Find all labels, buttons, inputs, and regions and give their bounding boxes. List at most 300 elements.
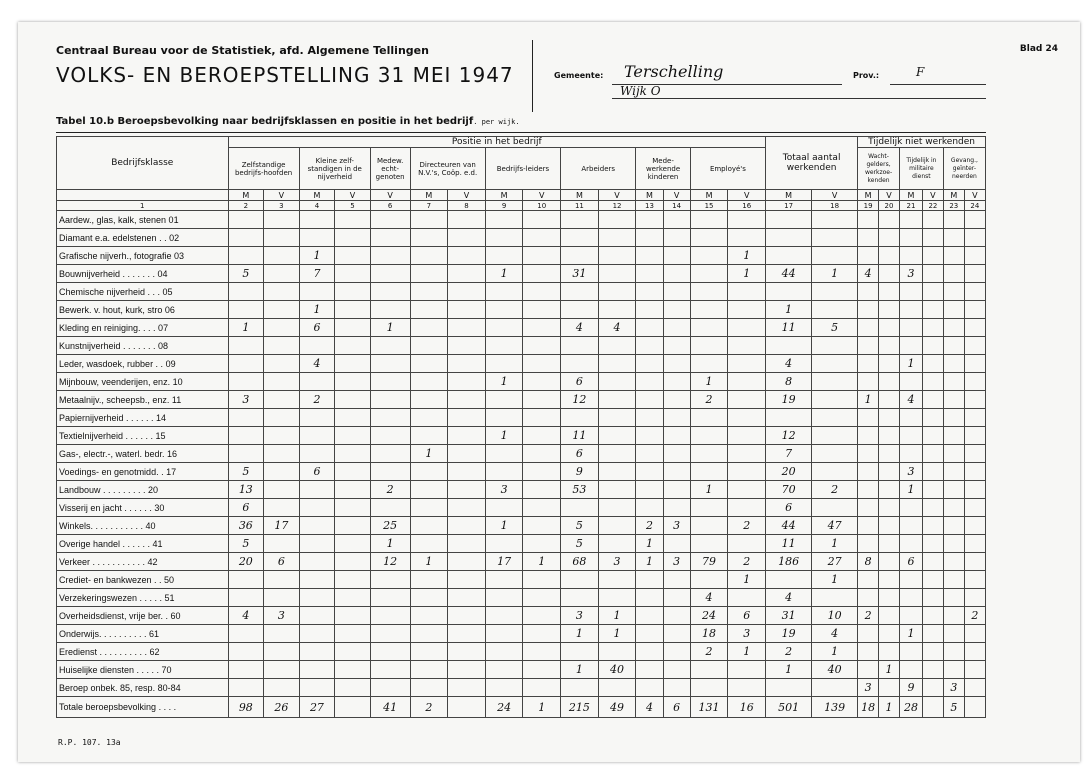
table-cell bbox=[964, 373, 985, 391]
table-cell: 1 bbox=[228, 319, 264, 337]
table-cell: 1 bbox=[899, 355, 922, 373]
table-cell bbox=[922, 571, 943, 589]
table-cell bbox=[299, 679, 335, 697]
table-cell bbox=[264, 499, 300, 517]
table-cell bbox=[943, 553, 964, 571]
table-cell bbox=[899, 589, 922, 607]
table-cell: 1 bbox=[812, 571, 858, 589]
table-cell bbox=[943, 589, 964, 607]
wijk-line bbox=[612, 98, 986, 99]
table-cell: 3 bbox=[485, 481, 523, 499]
table-cell bbox=[663, 463, 690, 481]
row-label: Voedings- en genotmidd. . 17 bbox=[57, 463, 229, 481]
table-cell bbox=[728, 679, 766, 697]
table-cell bbox=[264, 661, 300, 679]
table-cell: 7 bbox=[766, 445, 812, 463]
table-cell: 1 bbox=[561, 625, 599, 643]
table-cell bbox=[922, 643, 943, 661]
table-cell bbox=[728, 301, 766, 319]
table-cell bbox=[858, 589, 879, 607]
table-cell bbox=[636, 409, 663, 427]
table-cell bbox=[228, 679, 264, 697]
table-cell: 19 bbox=[766, 625, 812, 643]
table-cell: 3 bbox=[663, 553, 690, 571]
table-cell bbox=[663, 571, 690, 589]
table-cell bbox=[299, 481, 335, 499]
table-cell bbox=[964, 589, 985, 607]
table-cell bbox=[663, 661, 690, 679]
table-cell bbox=[728, 391, 766, 409]
table-cell: 11 bbox=[766, 535, 812, 553]
table-cell bbox=[598, 535, 636, 553]
table-cell bbox=[561, 355, 599, 373]
table-cell bbox=[858, 643, 879, 661]
table-cell bbox=[728, 409, 766, 427]
table-cell: 4 bbox=[690, 589, 728, 607]
column-number: 24 bbox=[964, 201, 985, 211]
table-cell bbox=[410, 409, 448, 427]
table-cell bbox=[922, 409, 943, 427]
table-cell bbox=[858, 373, 879, 391]
prov-value: F bbox=[916, 65, 925, 79]
table-cell bbox=[448, 211, 486, 229]
table-cell bbox=[561, 643, 599, 661]
table-cell bbox=[879, 607, 900, 625]
table-cell bbox=[943, 337, 964, 355]
table-cell bbox=[922, 463, 943, 481]
table-cell bbox=[370, 571, 410, 589]
table-cell bbox=[523, 481, 561, 499]
table-cell bbox=[448, 247, 486, 265]
row-label: Overige handel . . . . . . 41 bbox=[57, 535, 229, 553]
table-cell bbox=[663, 247, 690, 265]
table-cell: 3 bbox=[264, 607, 300, 625]
table-cell bbox=[964, 679, 985, 697]
table-cell bbox=[448, 553, 486, 571]
table-cell bbox=[448, 427, 486, 445]
table-cell: 8 bbox=[858, 553, 879, 571]
table-cell bbox=[299, 499, 335, 517]
table-cell bbox=[899, 211, 922, 229]
table-cell: 3 bbox=[228, 391, 264, 409]
table-cell bbox=[598, 445, 636, 463]
sex-header: M bbox=[690, 190, 728, 201]
table-cell bbox=[335, 571, 371, 589]
table-cell bbox=[410, 571, 448, 589]
table-cell bbox=[598, 265, 636, 283]
table-cell bbox=[858, 499, 879, 517]
table-cell: 3 bbox=[561, 607, 599, 625]
table-cell: 7 bbox=[299, 265, 335, 283]
table-cell bbox=[370, 607, 410, 625]
table-cell bbox=[964, 337, 985, 355]
mv-blank bbox=[57, 190, 229, 201]
table-cell bbox=[264, 463, 300, 481]
table-cell: 215 bbox=[561, 697, 599, 718]
table-cell: 12 bbox=[561, 391, 599, 409]
table-cell bbox=[370, 679, 410, 697]
table-cell bbox=[812, 247, 858, 265]
table-cell: 1 bbox=[598, 607, 636, 625]
table-cell bbox=[858, 355, 879, 373]
table-cell bbox=[448, 625, 486, 643]
table-cell bbox=[766, 679, 812, 697]
column-number: 21 bbox=[899, 201, 922, 211]
table-cell bbox=[523, 679, 561, 697]
table-cell bbox=[636, 643, 663, 661]
table-cell bbox=[922, 319, 943, 337]
table-cell bbox=[264, 481, 300, 499]
table-cell bbox=[598, 211, 636, 229]
table-cell: 1 bbox=[728, 247, 766, 265]
table-cell bbox=[598, 427, 636, 445]
table-cell bbox=[964, 445, 985, 463]
table-cell: 20 bbox=[766, 463, 812, 481]
table-cell bbox=[858, 247, 879, 265]
table-cell: 3 bbox=[899, 463, 922, 481]
table-cell bbox=[943, 427, 964, 445]
table-cell bbox=[561, 499, 599, 517]
table-cell: 25 bbox=[370, 517, 410, 535]
table-cell bbox=[370, 643, 410, 661]
table-cell bbox=[663, 679, 690, 697]
table-cell bbox=[879, 373, 900, 391]
table-cell bbox=[943, 265, 964, 283]
table-cell bbox=[370, 499, 410, 517]
table-cell bbox=[410, 463, 448, 481]
table-cell: 18 bbox=[690, 625, 728, 643]
table-cell bbox=[410, 607, 448, 625]
col-medewerkende: Mede-werkende kinderen bbox=[636, 148, 690, 190]
table-cell bbox=[598, 679, 636, 697]
table-cell bbox=[943, 247, 964, 265]
col-leiders: Bedrijfs-leiders bbox=[485, 148, 560, 190]
table-cell bbox=[636, 445, 663, 463]
table-cell bbox=[598, 499, 636, 517]
table-cell bbox=[523, 211, 561, 229]
table-cell bbox=[922, 499, 943, 517]
column-number: 3 bbox=[264, 201, 300, 211]
table-cell bbox=[636, 607, 663, 625]
table-cell bbox=[690, 535, 728, 553]
table-cell bbox=[690, 499, 728, 517]
table-cell: 4 bbox=[228, 607, 264, 625]
table-cell bbox=[899, 517, 922, 535]
table-cell bbox=[523, 283, 561, 301]
table-cell bbox=[636, 679, 663, 697]
row-label: Kleding en reiniging. . . . 07 bbox=[57, 319, 229, 337]
sex-header: V bbox=[335, 190, 371, 201]
table-cell: 98 bbox=[228, 697, 264, 718]
table-cell bbox=[335, 625, 371, 643]
table-cell bbox=[858, 625, 879, 643]
table-cell: 1 bbox=[636, 553, 663, 571]
row-label: Onderwijs. . . . . . . . . . 61 bbox=[57, 625, 229, 643]
table-cell: 1 bbox=[879, 661, 900, 679]
table-cell bbox=[728, 283, 766, 301]
table-cell: 24 bbox=[690, 607, 728, 625]
table-cell bbox=[561, 283, 599, 301]
table-cell bbox=[448, 661, 486, 679]
table-cell bbox=[690, 517, 728, 535]
table-cell bbox=[922, 229, 943, 247]
table-cell bbox=[812, 337, 858, 355]
table-cell: 79 bbox=[690, 553, 728, 571]
row-label: Leder, wasdoek, rubber . . 09 bbox=[57, 355, 229, 373]
table-cell bbox=[299, 661, 335, 679]
table-cell: 1 bbox=[370, 319, 410, 337]
table-cell: 1 bbox=[299, 301, 335, 319]
table-cell bbox=[370, 355, 410, 373]
table-cell bbox=[335, 643, 371, 661]
row-label: Diamant e.a. edelstenen . . 02 bbox=[57, 229, 229, 247]
table-cell bbox=[766, 571, 812, 589]
row-label: Crediet- en bankwezen . . 50 bbox=[57, 571, 229, 589]
table-cell bbox=[964, 391, 985, 409]
table-cell: 1 bbox=[728, 643, 766, 661]
table-cell bbox=[335, 229, 371, 247]
table-cell bbox=[598, 373, 636, 391]
table-row bbox=[57, 463, 986, 481]
table-cell bbox=[448, 589, 486, 607]
table-cell bbox=[485, 229, 523, 247]
table-cell bbox=[922, 355, 943, 373]
sex-header: V bbox=[728, 190, 766, 201]
col-gevang: Gevang., geïnter-neerden bbox=[943, 148, 985, 190]
table-cell bbox=[879, 319, 900, 337]
title-rule bbox=[56, 132, 986, 133]
table-cell: 4 bbox=[766, 355, 812, 373]
table-cell bbox=[636, 283, 663, 301]
table-cell bbox=[943, 409, 964, 427]
table-cell bbox=[598, 409, 636, 427]
column-number: 4 bbox=[299, 201, 335, 211]
table-cell bbox=[899, 229, 922, 247]
table-cell bbox=[636, 247, 663, 265]
table-cell bbox=[299, 229, 335, 247]
table-cell bbox=[448, 535, 486, 553]
table-cell: 1 bbox=[728, 265, 766, 283]
table-cell bbox=[964, 535, 985, 553]
table-cell bbox=[636, 481, 663, 499]
table-cell bbox=[523, 409, 561, 427]
census-title: VOLKS- EN BEROEPSTELLING 31 MEI 1947 bbox=[56, 63, 514, 87]
sex-header: V bbox=[448, 190, 486, 201]
table-cell bbox=[690, 229, 728, 247]
table-cell bbox=[335, 247, 371, 265]
table-cell bbox=[858, 481, 879, 499]
table-cell bbox=[335, 679, 371, 697]
table-cell bbox=[335, 283, 371, 301]
table-title-suffix: . per wijk. bbox=[473, 118, 520, 126]
table-cell: 4 bbox=[899, 391, 922, 409]
row-label: Chemische nijverheid . . . 05 bbox=[57, 283, 229, 301]
table-cell bbox=[598, 481, 636, 499]
table-cell bbox=[561, 409, 599, 427]
table-cell bbox=[410, 679, 448, 697]
row-label: Winkels. . . . . . . . . . . 40 bbox=[57, 517, 229, 535]
table-cell bbox=[964, 553, 985, 571]
table-cell: 1 bbox=[485, 265, 523, 283]
table-cell bbox=[728, 589, 766, 607]
table-cell bbox=[636, 337, 663, 355]
table-cell bbox=[598, 247, 636, 265]
table-cell: 6 bbox=[663, 697, 690, 718]
table-cell bbox=[879, 535, 900, 553]
table-cell bbox=[335, 355, 371, 373]
table-cell bbox=[228, 661, 264, 679]
table-cell: 53 bbox=[561, 481, 599, 499]
table-cell bbox=[922, 679, 943, 697]
table-row bbox=[57, 229, 986, 247]
prov-label: Prov.: bbox=[853, 71, 880, 80]
table-cell bbox=[523, 535, 561, 553]
table-cell bbox=[943, 625, 964, 643]
table-cell bbox=[636, 265, 663, 283]
row-label: Landbouw . . . . . . . . . 20 bbox=[57, 481, 229, 499]
table-cell: 1 bbox=[690, 373, 728, 391]
table-cell bbox=[964, 409, 985, 427]
table-cell: 18 bbox=[858, 697, 879, 718]
table-cell bbox=[964, 355, 985, 373]
table-cell bbox=[299, 535, 335, 553]
table-cell: 6 bbox=[561, 445, 599, 463]
table-cell bbox=[523, 661, 561, 679]
table-cell: 10 bbox=[812, 607, 858, 625]
column-number: 15 bbox=[690, 201, 728, 211]
table-cell bbox=[943, 499, 964, 517]
table-cell bbox=[899, 607, 922, 625]
table-cell bbox=[370, 211, 410, 229]
table-cell bbox=[448, 679, 486, 697]
table-cell: 6 bbox=[561, 373, 599, 391]
table-cell bbox=[922, 661, 943, 679]
table-cell bbox=[964, 427, 985, 445]
table-cell bbox=[264, 535, 300, 553]
table-cell bbox=[228, 247, 264, 265]
table-cell: 131 bbox=[690, 697, 728, 718]
table-cell bbox=[299, 517, 335, 535]
table-row bbox=[57, 427, 986, 445]
table-cell bbox=[561, 211, 599, 229]
table-cell bbox=[663, 229, 690, 247]
table-cell bbox=[335, 697, 371, 718]
table-cell: 1 bbox=[523, 697, 561, 718]
table-cell bbox=[264, 679, 300, 697]
sex-header: M bbox=[299, 190, 335, 201]
table-cell: 44 bbox=[766, 517, 812, 535]
table-cell: 26 bbox=[264, 697, 300, 718]
table-cell: 6 bbox=[228, 499, 264, 517]
table-row bbox=[57, 589, 986, 607]
table-row bbox=[57, 319, 986, 337]
table-cell bbox=[485, 355, 523, 373]
table-row bbox=[57, 625, 986, 643]
table-cell bbox=[335, 481, 371, 499]
table-cell bbox=[879, 589, 900, 607]
table-cell bbox=[485, 337, 523, 355]
table-cell: 70 bbox=[766, 481, 812, 499]
prov-line bbox=[890, 84, 986, 85]
table-cell bbox=[943, 517, 964, 535]
table-cell bbox=[964, 643, 985, 661]
table-cell bbox=[335, 301, 371, 319]
column-number: 20 bbox=[879, 201, 900, 211]
table-cell bbox=[922, 427, 943, 445]
table-cell bbox=[943, 661, 964, 679]
table-cell bbox=[523, 499, 561, 517]
table-cell bbox=[663, 589, 690, 607]
table-cell bbox=[858, 301, 879, 319]
sex-header: V bbox=[523, 190, 561, 201]
table-cell: 3 bbox=[663, 517, 690, 535]
table-title-text: Tabel 10.b Beroepsbevolking naar bedrijfsklassen en positie in het bedrijf bbox=[56, 116, 474, 127]
sex-header: V bbox=[879, 190, 900, 201]
table-cell bbox=[485, 211, 523, 229]
table-cell bbox=[728, 337, 766, 355]
row-label: Visserij en jacht . . . . . . 30 bbox=[57, 499, 229, 517]
table-cell: 1 bbox=[485, 427, 523, 445]
gemeente-value: Terschelling bbox=[624, 62, 724, 81]
table-cell: 2 bbox=[728, 553, 766, 571]
table-cell bbox=[943, 391, 964, 409]
column-number: 11 bbox=[561, 201, 599, 211]
table-cell: 1 bbox=[728, 571, 766, 589]
table-cell bbox=[663, 373, 690, 391]
table-cell bbox=[636, 319, 663, 337]
table-cell bbox=[858, 319, 879, 337]
table-cell bbox=[264, 625, 300, 643]
table-cell bbox=[943, 445, 964, 463]
table-cell bbox=[899, 319, 922, 337]
table-cell: 1 bbox=[766, 301, 812, 319]
table-cell bbox=[561, 679, 599, 697]
table-cell bbox=[598, 337, 636, 355]
table-cell bbox=[264, 247, 300, 265]
table-cell bbox=[879, 301, 900, 319]
table-cell bbox=[264, 409, 300, 427]
table-cell bbox=[964, 481, 985, 499]
col-tijdelijk: Tijdelijk niet werkenden bbox=[858, 137, 986, 148]
table-cell bbox=[485, 535, 523, 553]
table-cell: 1 bbox=[370, 535, 410, 553]
table-row bbox=[57, 535, 986, 553]
table-cell bbox=[922, 211, 943, 229]
table-cell: 17 bbox=[485, 553, 523, 571]
table-cell bbox=[663, 499, 690, 517]
col-militaire: Tijdelijk in militaire dienst bbox=[899, 148, 943, 190]
table-cell bbox=[964, 517, 985, 535]
table-cell bbox=[485, 391, 523, 409]
table-cell bbox=[485, 499, 523, 517]
table-cell bbox=[370, 625, 410, 643]
table-cell bbox=[299, 643, 335, 661]
column-number: 10 bbox=[523, 201, 561, 211]
table-cell: 9 bbox=[899, 679, 922, 697]
table-cell bbox=[663, 265, 690, 283]
table-cell bbox=[228, 643, 264, 661]
table-cell bbox=[448, 229, 486, 247]
table-cell bbox=[410, 625, 448, 643]
table-cell: 2 bbox=[812, 481, 858, 499]
table-cell bbox=[335, 211, 371, 229]
table-cell bbox=[561, 571, 599, 589]
table-cell bbox=[812, 409, 858, 427]
table-cell bbox=[899, 409, 922, 427]
table-cell bbox=[964, 211, 985, 229]
table-cell: 4 bbox=[766, 589, 812, 607]
table-cell bbox=[636, 355, 663, 373]
